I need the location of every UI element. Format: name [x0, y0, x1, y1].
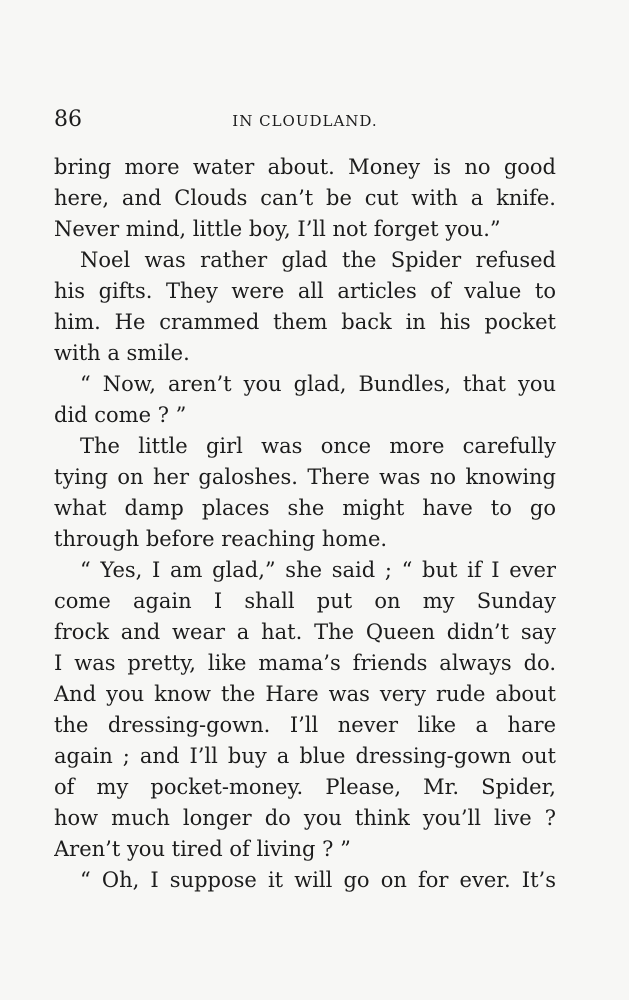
page-header — [54, 106, 556, 136]
text-line: come again I shall put on my Sunday — [54, 589, 556, 613]
text-line: the dressing-gown. I’ll never like a hare — [54, 713, 556, 737]
text-line: Aren’t you tired of living ? ” — [54, 837, 351, 861]
text-line: “ Yes, I am glad,” she said ; “ but if I ever — [80, 558, 556, 582]
text-line: frock and wear a hat. The Queen didn’t say — [54, 620, 556, 644]
text-line: of my pocket-money. Please, Mr. Spider, — [54, 775, 556, 799]
text-line: how much longer do you think you’ll live ? — [54, 806, 556, 830]
text-line: Noel was rather glad the Spider refused — [80, 248, 556, 272]
text-line: with a smile. — [54, 341, 190, 365]
page-number: 86 — [54, 107, 82, 132]
book-page — [54, 106, 556, 896]
text-line: And you know the Hare was very rude about — [54, 682, 556, 706]
text-line: The little girl was once more carefully — [80, 434, 556, 458]
text-line: again ; and I’ll buy a blue dressing-gown out — [54, 744, 556, 768]
text-line: what damp places she might have to go — [54, 496, 556, 520]
text-line: here, and Clouds can’t be cut with a knife. — [54, 186, 556, 210]
text-line: “ Oh, I suppose it will go on for ever. It’s — [80, 868, 556, 892]
text-line: his gifts. They were all articles of value to — [54, 279, 556, 303]
text-line: “ Now, aren’t you glad, Bundles, that you — [80, 372, 556, 396]
running-title: IN CLOUDLAND. — [232, 112, 378, 130]
text-line: Never mind, little boy, I’ll not forget you.” — [54, 217, 501, 241]
text-line: through before reaching home. — [54, 527, 388, 551]
text-line: did come ? ” — [54, 403, 187, 427]
text-line: I was pretty, like mama’s friends always do. — [54, 651, 556, 675]
body-text — [54, 152, 556, 896]
text-line: tying on her galoshes. There was no knowing — [54, 465, 556, 489]
text-line: bring more water about. Money is no good — [54, 155, 556, 179]
text-line: him. He crammed them back in his pocket — [54, 310, 556, 334]
